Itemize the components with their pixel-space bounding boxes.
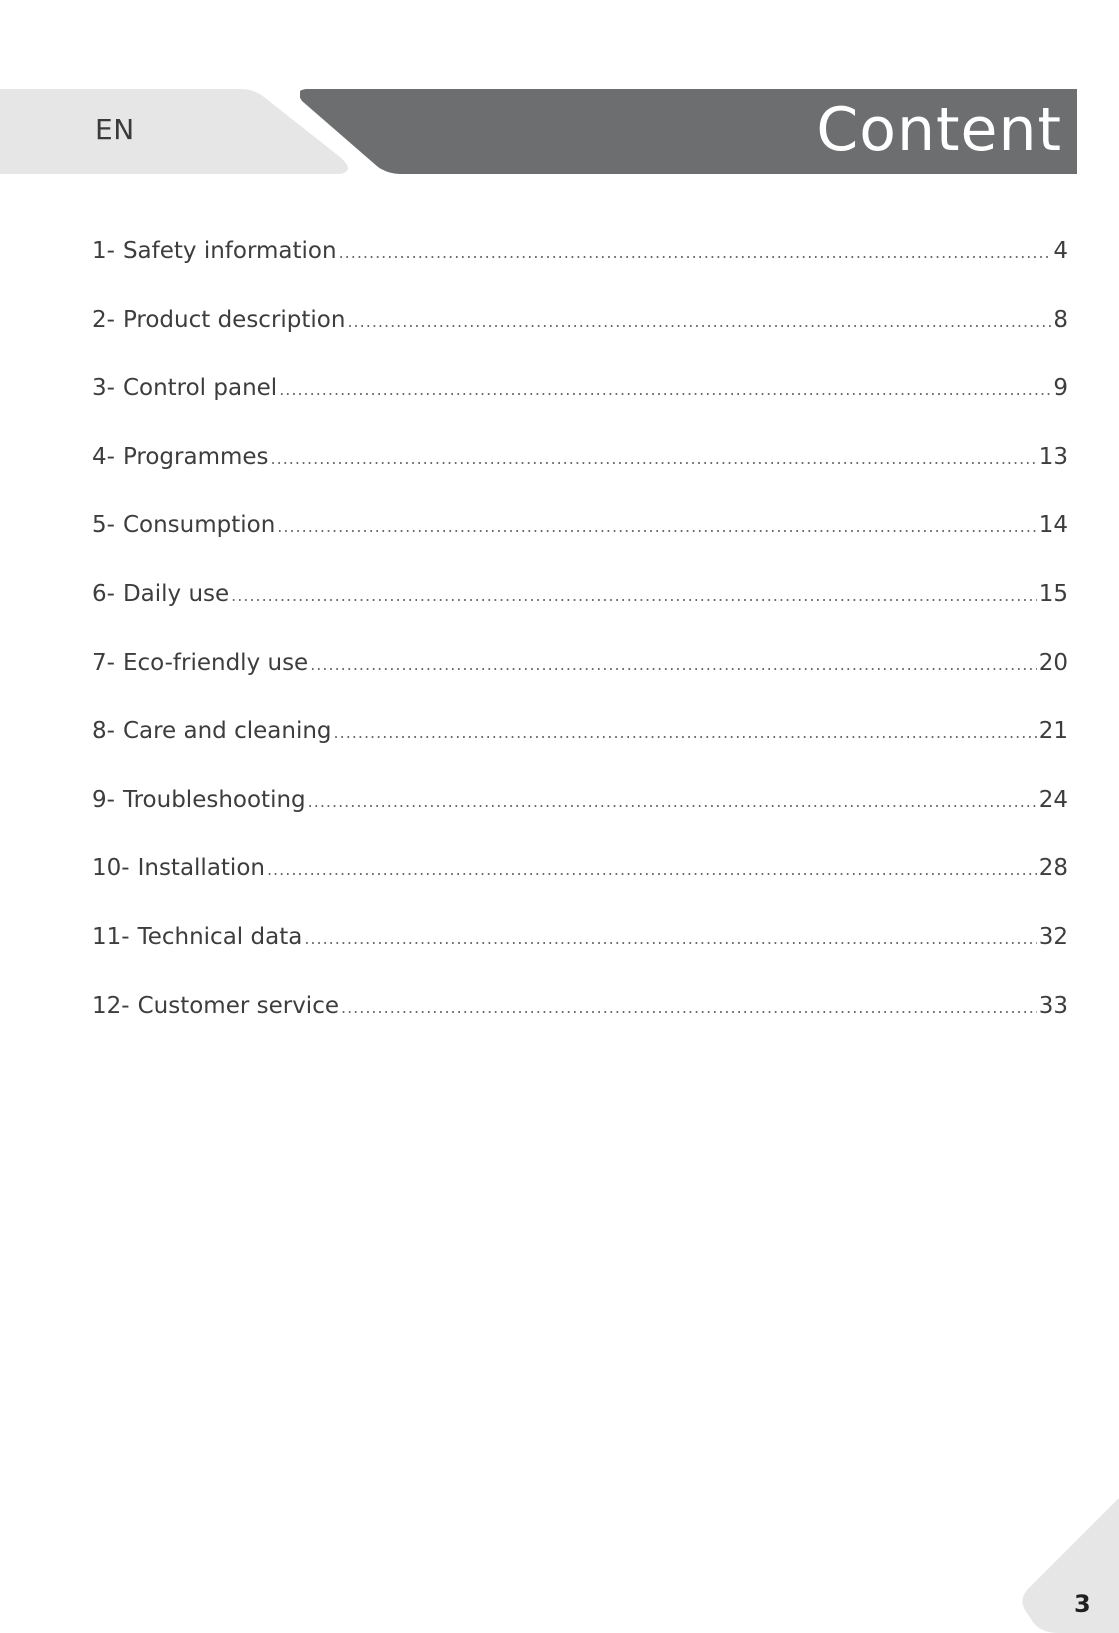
toc-entry-number: 7- (92, 649, 115, 676)
table-of-contents (92, 238, 1068, 1061)
toc-dot-leader (277, 517, 1036, 536)
page-title: Content (816, 95, 1062, 165)
toc-dot-leader (339, 243, 1052, 262)
toc-entry-page: 4 (1053, 238, 1068, 264)
toc-entry-number: 2- (92, 306, 115, 333)
toc-entry[interactable] (92, 993, 1068, 1062)
toc-entry-page: 32 (1038, 923, 1068, 950)
toc-dot-leader (304, 929, 1036, 948)
toc-dot-leader (341, 998, 1037, 1017)
toc-entry-number: 6- (92, 580, 115, 607)
toc-entry-title: Safety information (122, 238, 337, 264)
toc-entry-page: 33 (1038, 992, 1068, 1019)
toc-entry[interactable] (92, 581, 1068, 650)
toc-entry-page: 28 (1038, 855, 1068, 882)
toc-dot-leader (271, 449, 1037, 468)
toc-dot-leader (279, 380, 1051, 399)
toc-entry-number: 9- (92, 786, 115, 813)
toc-entry[interactable] (92, 307, 1068, 376)
toc-entry-title: Consumption (122, 512, 276, 539)
toc-entry[interactable] (92, 375, 1068, 444)
toc-entry-page: 9 (1053, 375, 1068, 402)
toc-entry-number: 4- (92, 443, 115, 470)
toc-entry[interactable] (92, 924, 1068, 993)
toc-entry-number: 12- (92, 992, 130, 1019)
language-code: EN (95, 113, 135, 146)
toc-entry-title: Care and cleaning (122, 718, 332, 745)
toc-entry[interactable] (92, 238, 1068, 307)
toc-entry[interactable] (92, 855, 1068, 924)
toc-entry-page: 20 (1038, 649, 1068, 676)
toc-entry-title: Customer service (137, 992, 339, 1019)
toc-entry-number: 5- (92, 512, 115, 539)
toc-dot-leader (310, 655, 1037, 674)
toc-entry-title: Technical data (137, 923, 303, 950)
toc-dot-leader (267, 860, 1037, 879)
toc-entry-title: Troubleshooting (122, 786, 306, 813)
page-corner-shape (1019, 1498, 1119, 1633)
toc-entry-title: Eco-friendly use (122, 649, 309, 676)
toc-entry-title: Installation (137, 855, 265, 882)
toc-entry-page: 21 (1038, 718, 1068, 745)
toc-entry-page: 24 (1038, 786, 1068, 813)
toc-dot-leader (308, 792, 1037, 811)
toc-entry[interactable] (92, 718, 1068, 787)
page-number: 3 (1074, 1590, 1091, 1618)
toc-entry[interactable] (92, 512, 1068, 581)
toc-dot-leader (334, 723, 1037, 742)
toc-entry-page: 14 (1038, 512, 1068, 539)
toc-entry-page: 13 (1038, 443, 1068, 470)
toc-entry[interactable] (92, 787, 1068, 856)
toc-entry-number: 1- (92, 238, 115, 264)
toc-entry-title: Programmes (122, 443, 269, 470)
toc-entry-title: Daily use (122, 580, 230, 607)
toc-entry-title: Product description (122, 306, 346, 333)
toc-dot-leader (231, 586, 1037, 605)
toc-dot-leader (347, 312, 1051, 331)
toc-entry[interactable] (92, 650, 1068, 719)
toc-entry-number: 10- (92, 855, 130, 882)
toc-entry-number: 8- (92, 718, 115, 745)
toc-entry-title: Control panel (122, 375, 278, 402)
toc-entry-page: 15 (1038, 580, 1068, 607)
toc-entry-number: 11- (92, 923, 130, 950)
toc-entry-number: 3- (92, 375, 115, 402)
page-corner (1019, 1498, 1119, 1633)
toc-entry-page: 8 (1053, 306, 1068, 333)
toc-entry[interactable] (92, 444, 1068, 513)
